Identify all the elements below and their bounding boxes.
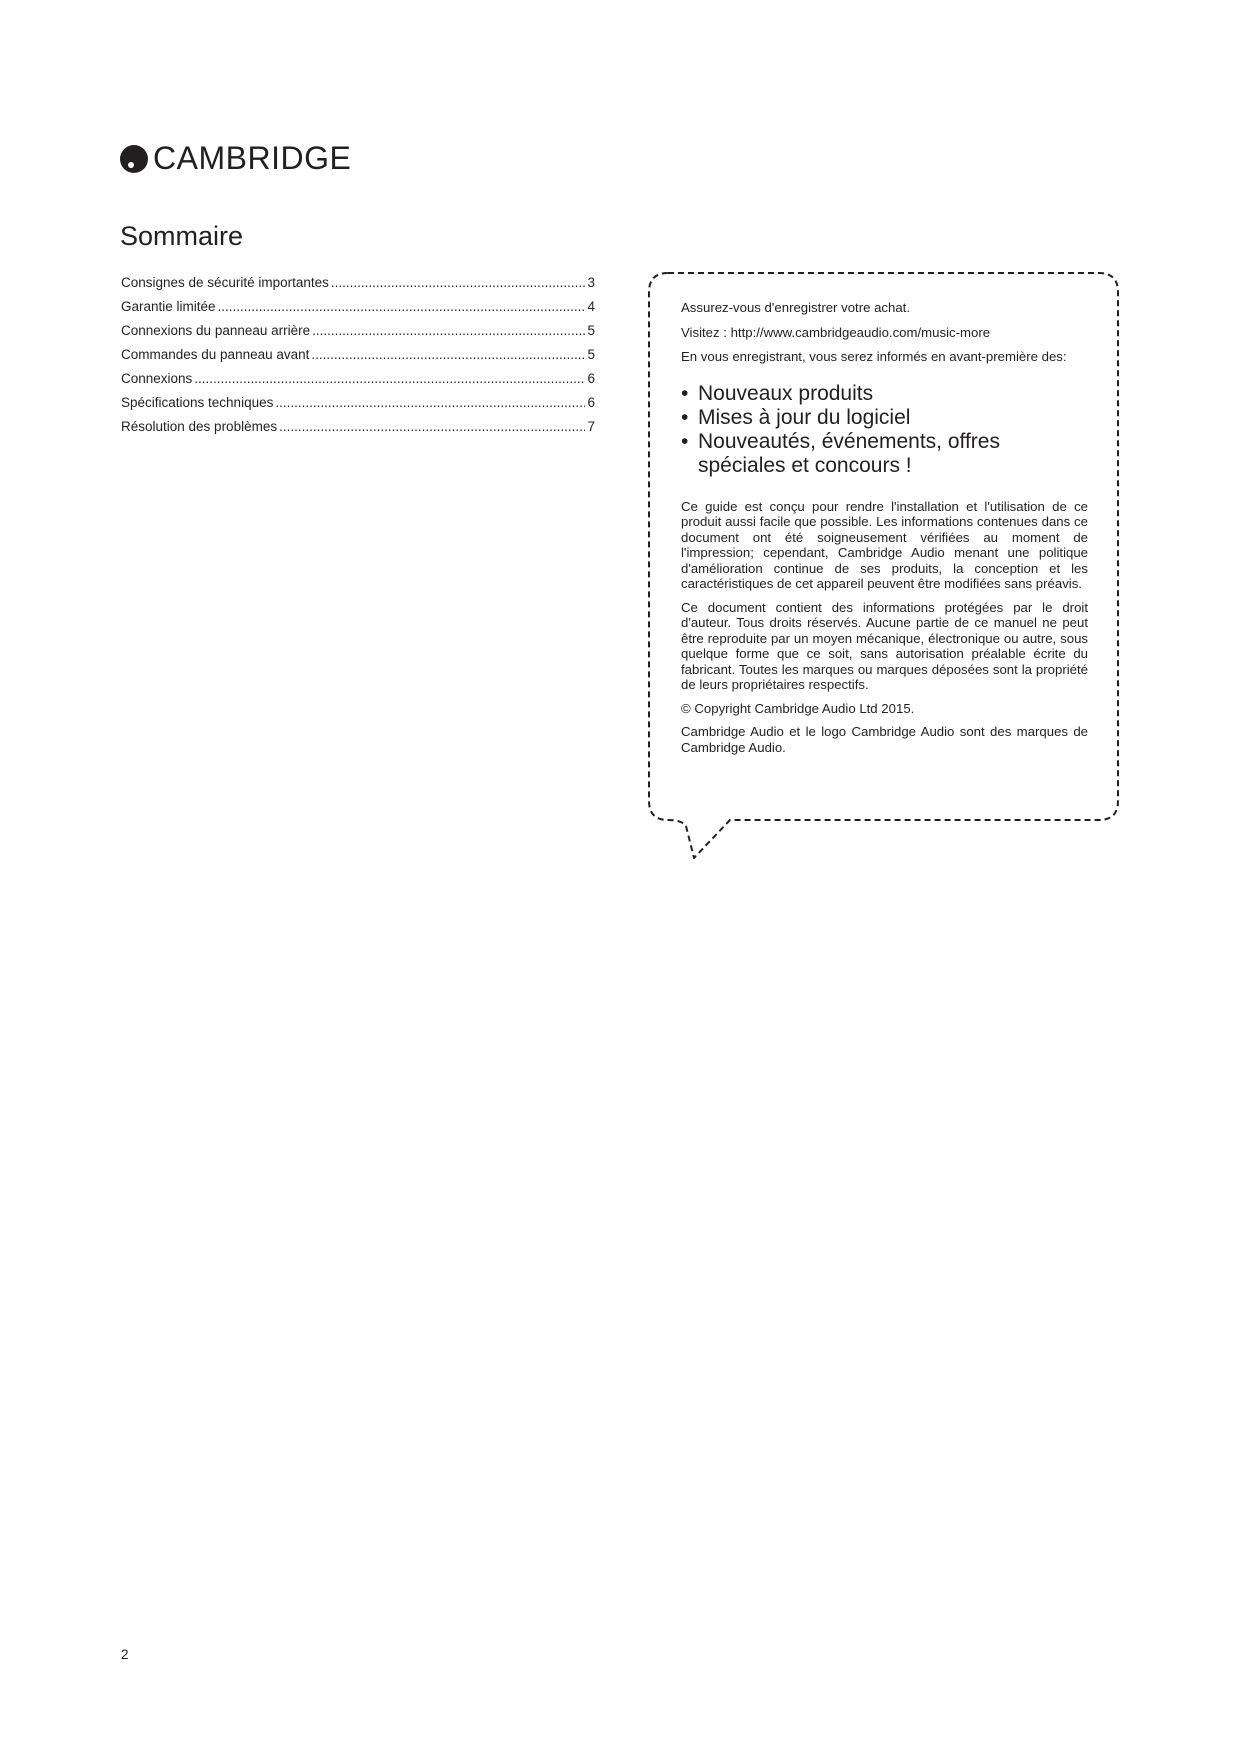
toc-leader-dots <box>218 299 586 314</box>
informed-text: En vous enregistrant, vous serez informés en avant-première des: <box>681 349 1067 364</box>
list-item: • Nouveaux produits <box>681 382 1088 406</box>
list-item: • Mises à jour du logiciel <box>681 406 1088 430</box>
guide-paragraph: Ce guide est conçu pour rendre l'installation et l'utilisation de ce produit aussi facile que possible. Les informations contenues dans ce document ont été soigneusement vérifiées au moment de l'impression; cependant, Cambridge Audio menant une politique d'amélioration continue de ses produits, la conception et les caractéristiques de cet appareil peuvent être modifiées sans préavis. <box>681 498 1088 591</box>
page-number: 2 <box>121 1647 129 1662</box>
logo-mark-icon <box>120 145 148 173</box>
toc-item-label: Spécifications techniques <box>121 395 274 410</box>
toc-item-page: 5 <box>587 347 595 362</box>
table-of-contents <box>121 275 595 443</box>
toc-leader-dots <box>312 323 585 338</box>
toc-item-page: 4 <box>587 299 595 314</box>
toc-item[interactable] <box>121 419 595 443</box>
toc-item[interactable] <box>121 299 595 323</box>
toc-item[interactable] <box>121 395 595 419</box>
toc-item-page: 6 <box>587 395 595 410</box>
toc-leader-dots <box>311 347 585 362</box>
trademark-paragraph: Cambridge Audio et le logo Cambridge Audio sont des marques de Cambridge Audio. <box>681 724 1088 755</box>
toc-item-label: Connexions <box>121 371 193 386</box>
toc-item-page: 3 <box>587 275 595 290</box>
toc-item-label: Consignes de sécurité importantes <box>121 275 329 290</box>
copyright-notice: © Copyright Cambridge Audio Ltd 2015. <box>681 700 915 716</box>
toc-item-page: 7 <box>587 419 595 434</box>
toc-item-label: Connexions du panneau arrière <box>121 323 311 338</box>
page-title: Sommaire <box>120 221 244 251</box>
toc-item-label: Commandes du panneau avant <box>121 347 310 362</box>
toc-item-label: Garantie limitée <box>121 299 216 314</box>
list-item: • Nouveautés, événements, offres spéciales et concours ! <box>681 430 1088 478</box>
toc-item-page: 6 <box>587 371 595 386</box>
toc-leader-dots <box>194 371 585 386</box>
toc-item-label: Résolution des problèmes <box>121 419 278 434</box>
toc-item[interactable] <box>121 371 595 395</box>
benefits-list <box>681 382 1088 478</box>
toc-item[interactable] <box>121 347 595 371</box>
visit-link[interactable]: Visitez : http://www.cambridgeaudio.com/music-more <box>681 324 991 340</box>
toc-item-page: 5 <box>587 323 595 338</box>
brand-name: CAMBRIDGE <box>153 140 352 176</box>
toc-leader-dots <box>275 395 585 410</box>
toc-item[interactable] <box>121 275 595 299</box>
toc-leader-dots <box>279 419 585 434</box>
toc-item[interactable] <box>121 323 595 347</box>
toc-leader-dots <box>331 275 586 290</box>
brand-logo <box>120 140 351 177</box>
copyright-paragraph: Ce document contient des informations protégées par le droit d'auteur. Tous droits réservés. Aucune partie de ce manuel ne peut être reproduite par un moyen mécanique, électronique ou autre, sous quelque forme que ce soit, sans autorisation préalable écrite du fabricant. Toutes les marques ou marques déposées sont la propriété de leurs propriétaires respectifs. <box>681 599 1088 692</box>
register-text: Assurez-vous d'enregistrer votre achat. <box>681 300 911 315</box>
